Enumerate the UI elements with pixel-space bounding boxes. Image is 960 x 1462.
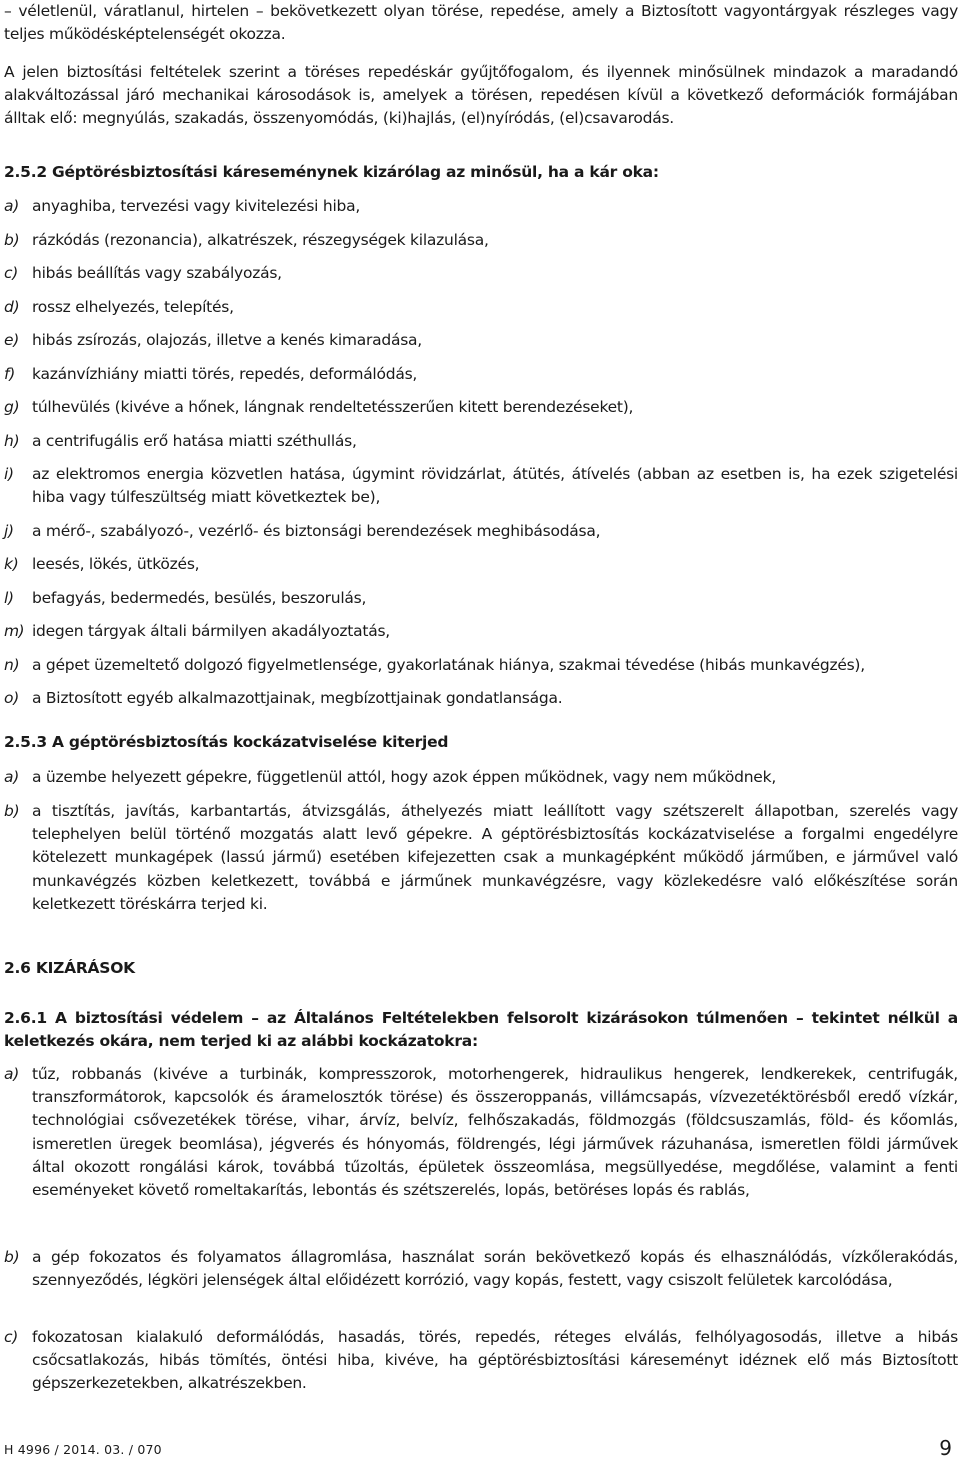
item-text: a gépet üzemeltető dolgozó figyelmetlensége, gyakorlatának hiánya, szakmai tévedése (hibás munkavégzés), xyxy=(32,656,865,674)
list-item-d xyxy=(4,296,958,319)
list-item-a xyxy=(4,1063,958,1202)
item-marker: g) xyxy=(4,398,20,416)
item-marker: a) xyxy=(4,1065,20,1083)
item-marker: b) xyxy=(4,1248,20,1266)
item-marker: b) xyxy=(4,231,20,249)
item-text: tűz, robbanás (kivéve a turbinák, kompresszorok, motorhengerek, hidraulikus hengerek, lendkerekek, centrifugák, transzformátorok, kapcsolók és áramelosztók törése) és összeroppanás, villámcsapás, vízvezetéktörésből eredő vízkár, technológiai csővezetékek törése, vihar, árvíz, belvíz, felhőszakadás, földmozgás (földcsuszamlás, föld- és kőomlás, ismeretlen üregek beomlása), jégverés és hónyomás, földrengés, légi járművek rázuhanása, ismeretlen földi járművek által okozott rongálási károk, továbbá tűzoltás, épületek összeomlása, megsüllyedése, megdőlése, valamint a fenti eseményeket követő romeltakarítás, lebontás és szétszerelés, lopás, betöréses lopás és rablás, xyxy=(32,1065,958,1200)
list-item-l xyxy=(4,587,958,610)
item-text: rázkódás (rezonancia), alkatrészek, részegységek kilazulása, xyxy=(32,231,489,249)
list-item-a xyxy=(4,195,958,218)
item-marker: b) xyxy=(4,802,20,820)
item-marker: i) xyxy=(4,465,14,483)
item-marker: a) xyxy=(4,197,20,215)
item-text: anyaghiba, tervezési vagy kivitelezési hiba, xyxy=(32,197,361,215)
section-heading-2-5-2: 2.5.2 Géptörésbiztosítási káreseménynek kizárólag az minősül, ha a kár oka: xyxy=(4,163,659,181)
item-marker: o) xyxy=(4,689,20,707)
item-text: a tisztítás, javítás, karbantartás, átvizsgálás, áthelyezés miatt leállított vagy szétszerelt állapotban, szerelés vagy telephelyen belül történő mozgatás alatt levő gépekre. A géptörésbiztosítás kockázatviselése a forgalmi engedélyre kötelezett munkagépek (lassú jármű) esetében kifejezetten csak a munkagépként működő járműben, e járművel való munkavégzés közben keletkezett, továbbá e járműnek munkavégzésre, vagy közlekedésre való előkészítése során keletkezett töréskárra terjed ki. xyxy=(32,802,958,913)
document-code: H 4996 / 2014. 03. / 070 xyxy=(4,1442,162,1457)
list-item-g xyxy=(4,396,958,419)
item-marker: e) xyxy=(4,331,20,349)
item-marker: j) xyxy=(4,522,14,540)
section-heading-2-6: 2.6 KIZÁRÁSOK xyxy=(4,959,135,977)
item-marker: h) xyxy=(4,432,20,450)
item-marker: m) xyxy=(4,622,24,640)
page-number: 9 xyxy=(939,1436,952,1460)
list-item-a xyxy=(4,766,958,789)
intro-paragraph: A jelen biztosítási feltételek szerint a töréses repedéskár gyűjtőfogalom, és ilyennek minősülnek mindazok a maradandó alakváltozással járó mechanikai károsodások is, amelyek a törésen, repedésen kívül a következő deformációk formájában álltak elő: megnyúlás, szakadás, összenyomódás, (ki)hajlás, (el)nyíródás, (el)csavarodás. xyxy=(4,63,958,128)
item-marker: l) xyxy=(4,589,14,607)
item-text: túlhevülés (kivéve a hőnek, lángnak rendeltetésszerűen kitett berendezéseket), xyxy=(32,398,634,416)
item-text: rossz elhelyezés, telepítés, xyxy=(32,298,234,316)
item-marker: a) xyxy=(4,768,20,786)
item-text: kazánvízhiány miatti törés, repedés, deformálódás, xyxy=(32,365,418,383)
list-item-o xyxy=(4,687,958,710)
list-item-i xyxy=(4,463,958,509)
item-text: a gép fokozatos és folyamatos állagromlása, használat során bekövetkező kopás és elhasználódás, vízkőlerakódás, szennyeződés, légköri jelenségek által előidézett korrózió, vagy kopás, festett, vagy csiszolt felületek karcolódása, xyxy=(32,1248,958,1290)
list-item-c xyxy=(4,1326,958,1396)
list-item-b xyxy=(4,800,958,916)
item-text: fokozatosan kialakuló deformálódás, hasadás, törés, repedés, réteges elválás, felhólyagosodás, illetve a hibás csőcsatlakozás, hibás tömítés, öntési hiba, kivéve, ha géptörésbiztosítási káreseményt idéznek elő más Biztosított gépszerkezetekben, alkatrészekben. xyxy=(32,1328,958,1393)
item-text: a Biztosított egyéb alkalmazottjainak, megbízottjainak gondatlansága. xyxy=(32,689,563,707)
item-marker: n) xyxy=(4,656,20,674)
item-text: hibás beállítás vagy szabályozás, xyxy=(32,264,282,282)
section-heading-2-6-1: 2.6.1 A biztosítási védelem – az Általános Feltételekben felsorolt kizárásokon túlmenően – tekintet nélkül a keletkezés okára, nem terjed ki az alábbi kockázatokra: xyxy=(4,1009,958,1051)
item-text: a centrifugális erő hatása miatti széthullás, xyxy=(32,432,357,450)
item-marker: k) xyxy=(4,555,19,573)
item-text: hibás zsírozás, olajozás, illetve a kenés kimaradása, xyxy=(32,331,422,349)
list-item-b xyxy=(4,229,958,252)
item-text: leesés, lökés, ütközés, xyxy=(32,555,200,573)
list-item-j xyxy=(4,520,958,543)
list-item-e xyxy=(4,329,958,352)
section-heading-2-5-3: 2.5.3 A géptörésbiztosítás kockázatviselése kiterjed xyxy=(4,733,449,751)
item-marker: c) xyxy=(4,1328,19,1346)
item-text: a mérő-, szabályozó-, vezérlő- és biztonsági berendezések meghibásodása, xyxy=(32,522,601,540)
list-item-k xyxy=(4,553,958,576)
list-item-n xyxy=(4,654,958,677)
list-item-h xyxy=(4,430,958,453)
list-item-c xyxy=(4,262,958,285)
item-marker: f) xyxy=(4,365,16,383)
list-item-b xyxy=(4,1246,958,1292)
item-marker: c) xyxy=(4,264,19,282)
item-text: idegen tárgyak általi bármilyen akadályoztatás, xyxy=(32,622,390,640)
list-item-m xyxy=(4,620,958,643)
item-text: a üzembe helyezett gépekre, függetlenül attól, hogy azok éppen működnek, vagy nem működnek, xyxy=(32,768,776,786)
item-text: befagyás, bedermedés, besülés, beszorulás, xyxy=(32,589,367,607)
list-item-f xyxy=(4,363,958,386)
item-marker: d) xyxy=(4,298,20,316)
item-text: az elektromos energia közvetlen hatása, úgymint rövidzárlat, átütés, átívelés (abban az esetben is, ha ezek szigetelési hiba vagy túlfeszültség miatt következtek be), xyxy=(32,465,958,507)
intro-dash-item: – véletlenül, váratlanul, hirtelen – bekövetkezett olyan törése, repedése, amely a Biztosított vagyontárgyak részleges vagy teljes működésképtelenségét okozza. xyxy=(4,2,958,44)
